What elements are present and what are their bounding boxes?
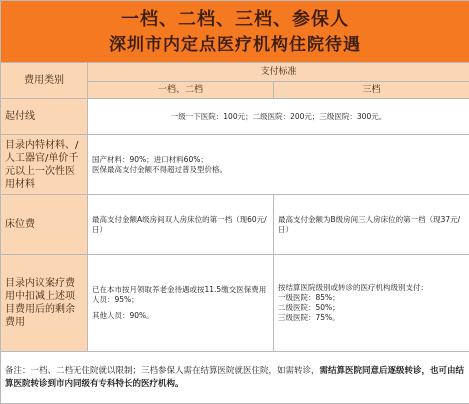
deductible-row [1,99,469,135]
materials-content [88,135,469,195]
deductible-content: 一级一下医院：100元；二级医院：200元；三级医院：300元。 [88,99,469,135]
remaining-tier12-line-2: 其他人员：90%。 [92,311,269,321]
deductible-category: 起付线 [1,99,88,135]
category-header: 费用类别 [1,63,88,99]
bed-fee-category: 床位费 [1,195,88,255]
materials-category: 目录内特材料、/人工器官/单价千元以上一次性医用材料 [1,135,88,195]
materials-line-1: 国产材料：90%；进口材料60%； [92,155,465,165]
materials-row [1,135,469,195]
table-title [1,1,469,63]
list-item: 三级医院：75%。 [278,313,465,323]
materials-line-2: 医保最高支付金额不得超过普及型价格。 [92,165,465,175]
bed-fee-tier12: 最高支付金额A级房间双人房床位的第一档（现60元/日） [88,195,274,255]
tier12-header: 一档、二档 [88,82,274,99]
remaining-tier12 [88,255,274,352]
remaining-tier3 [274,255,469,352]
bed-fee-tier3: 最高支付金额为B级房间三人房床位的第一档（现37元/日） [274,195,469,255]
note-cell [1,352,469,404]
title-row [1,1,469,63]
note-text: 备注：一档、二档无住院就以限制；三档参保人需在结算医院就医住院，如需转诊， [5,366,320,376]
list-item: 一级医院：85%； [278,293,465,303]
standard-header: 支付标准 [88,63,469,82]
title-line-1: 一档、二档、三档、参保人 [3,7,467,33]
remaining-category: 目录内议案疗费用中扣减上述项目费用后的剩余费用 [1,255,88,352]
list-item: 二级医院：50%； [278,303,465,313]
header-row [1,63,469,82]
bed-fee-row [1,195,469,255]
note-emphasis: 需结算医院同意后逐级转诊，也可由结算医院转诊到市内同级有专科特长的医疗机构。 [5,366,464,389]
remaining-tier3-intro: 按结算医院级别或转诊的医疗机构级别支付： [278,283,465,293]
title-line-2: 深圳市内定点医疗机构住院待遇 [3,33,467,57]
tier3-header: 三档 [274,82,469,99]
note-row [1,352,469,404]
remaining-tier12-line-1: 已在本市按月领取养老金待遇或按11.5缴交医保费用人员：95%； [92,285,269,305]
remaining-row [1,255,469,352]
